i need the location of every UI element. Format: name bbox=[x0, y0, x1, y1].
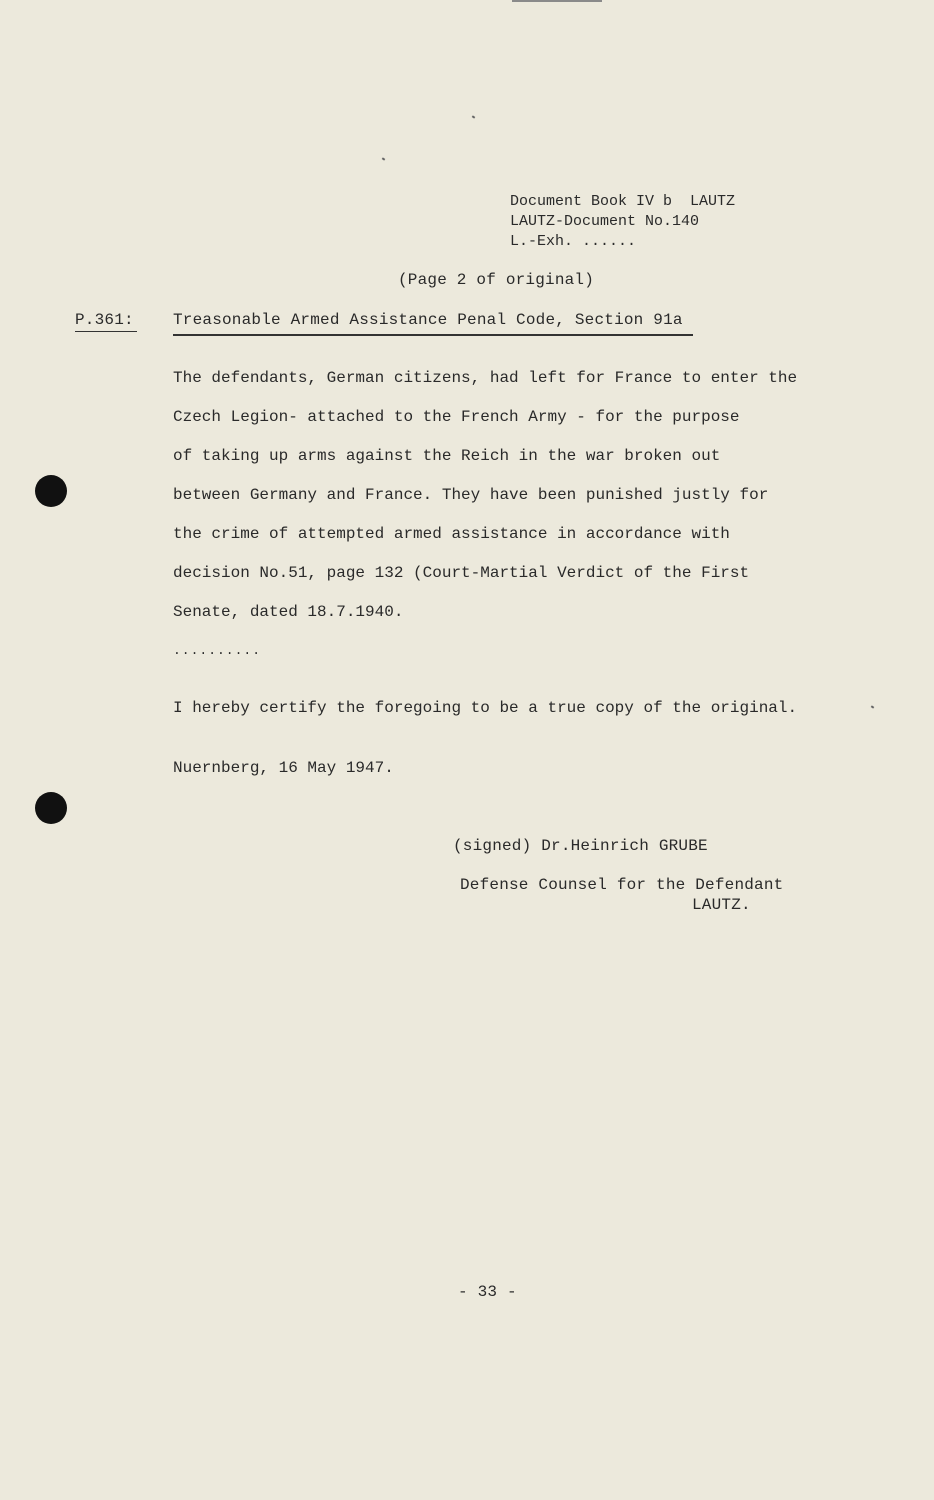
body-line: of taking up arms against the Reich in the war broken out bbox=[173, 447, 721, 465]
section-title-underline bbox=[173, 334, 693, 336]
header-document-book: Document Book IV b LAUTZ bbox=[510, 193, 736, 210]
signature-line: (signed) Dr.Heinrich GRUBE bbox=[453, 837, 708, 855]
page-number: - 33 - bbox=[458, 1283, 517, 1301]
body-line: Senate, dated 18.7.1940. bbox=[173, 603, 404, 621]
paper-speck bbox=[472, 115, 476, 118]
certification-statement: I hereby certify the foregoing to be a true copy of the original. bbox=[173, 699, 798, 717]
section-reference: P.361: bbox=[75, 311, 134, 329]
paper-speck bbox=[871, 705, 875, 708]
punch-hole-top bbox=[35, 475, 67, 507]
section-reference-underline bbox=[75, 331, 137, 332]
omission-ellipsis: .......... bbox=[173, 643, 262, 658]
top-edge-mark bbox=[512, 0, 602, 2]
section-title: Treasonable Armed Assistance Penal Code, Section 91a bbox=[173, 311, 683, 329]
header-document-number: LAUTZ-Document No.140 bbox=[510, 213, 700, 230]
punch-hole-bottom bbox=[35, 792, 67, 824]
document-header bbox=[510, 192, 735, 252]
page-note: (Page 2 of original) bbox=[398, 271, 595, 289]
body-line: between Germany and France. They have been punished justly for bbox=[173, 486, 769, 504]
body-line: Czech Legion- attached to the French Army - for the purpose bbox=[173, 408, 740, 426]
paper-speck bbox=[382, 157, 386, 160]
body-line: the crime of attempted armed assistance in accordance with bbox=[173, 525, 730, 543]
signatory-role: Defense Counsel for the Defendant bbox=[460, 876, 784, 894]
body-line: decision No.51, page 132 (Court-Martial Verdict of the First bbox=[173, 564, 750, 582]
header-exhibit: L.-Exh. ...... bbox=[510, 233, 637, 250]
signatory-defendant: LAUTZ. bbox=[692, 896, 751, 914]
place-and-date: Nuernberg, 16 May 1947. bbox=[173, 759, 394, 777]
body-line: The defendants, German citizens, had left for France to enter the bbox=[173, 369, 798, 387]
